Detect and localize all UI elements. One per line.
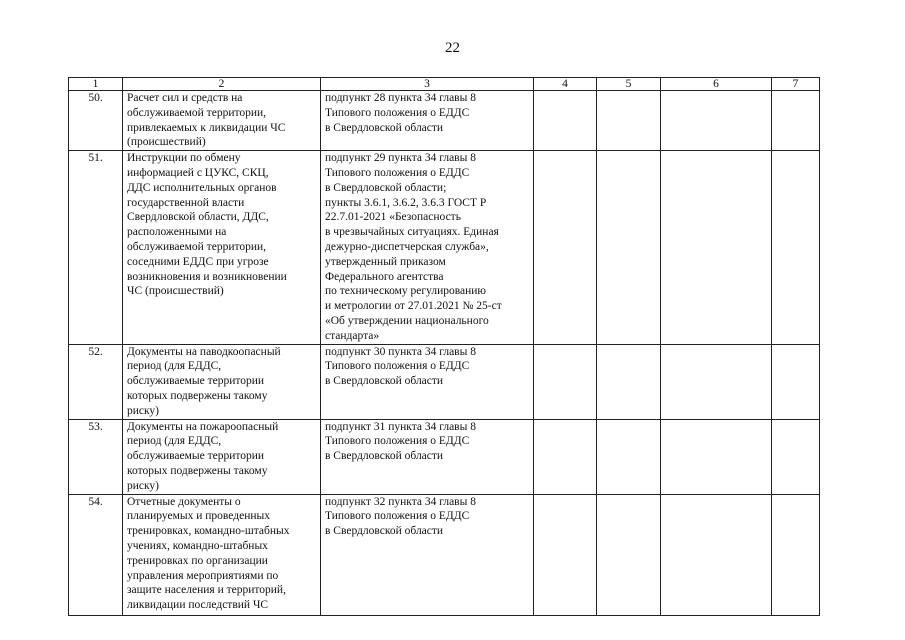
empty-cell-7 xyxy=(772,151,820,344)
document-name: Документы на пожароопасный период (для ЕДДС, обслуживаемые территории которых подвержены такому риску) xyxy=(127,420,279,492)
table-row xyxy=(69,151,820,344)
row-number: 54. xyxy=(69,494,123,615)
empty-cell-5 xyxy=(597,91,661,151)
empty-cell-4 xyxy=(534,151,597,344)
document-name-cell xyxy=(123,91,321,151)
row-number: 50. xyxy=(69,91,123,151)
empty-cell-4 xyxy=(534,344,597,419)
empty-cell-5 xyxy=(597,494,661,615)
empty-cell-6 xyxy=(661,151,772,344)
empty-cell-7 xyxy=(772,91,820,151)
header-col-1: 1 xyxy=(69,78,123,91)
table-row xyxy=(69,494,820,615)
document-name-cell xyxy=(123,151,321,344)
empty-cell-5 xyxy=(597,344,661,419)
requirements-table xyxy=(68,77,820,616)
header-col-4: 4 xyxy=(534,78,597,91)
empty-cell-7 xyxy=(772,344,820,419)
document-name-cell xyxy=(123,344,321,419)
basis-cell xyxy=(321,151,534,344)
page-number: 22 xyxy=(445,40,460,56)
table-row xyxy=(69,91,820,151)
header-row xyxy=(69,78,820,91)
empty-cell-6 xyxy=(661,344,772,419)
basis-cell xyxy=(321,494,534,615)
document-name: Отчетные документы о планируемых и проведенных тренировках, командно-штабных учениях, командно-штабных тренировках по организации управления мероприятиями по защите населения и территорий, ликвидации последствий ЧС xyxy=(127,495,290,612)
empty-cell-7 xyxy=(772,494,820,615)
empty-cell-7 xyxy=(772,419,820,494)
header-col-6: 6 xyxy=(661,78,772,91)
document-name: Инструкции по обмену информацией с ЦУКС, СКЦ, ДДС исполнительных органов государственной власти Свердловской области, ДДС, расположенными на обслуживаемой территории, соседними ЕДДС при угрозе возникновения и возникновении ЧС (происшествий) xyxy=(127,152,287,298)
document-name-cell xyxy=(123,494,321,615)
basis-text: подпункт 29 пункта 34 главы 8 Типового положения о ЕДДС в Свердловской области; пункты 3.6.1, 3.6.2, 3.6.3 ГОСТ Р 22.7.01-2021 «Безопасность в чрезвычайных ситуациях. Единая дежурно-диспетчерская служба», утвержденный приказом Федерального агентства по техническому регулированию и метрологии от 27.01.2021 № 25-ст «Об утверждении национального стандарта» xyxy=(325,152,502,342)
basis-cell xyxy=(321,344,534,419)
empty-cell-5 xyxy=(597,151,661,344)
empty-cell-4 xyxy=(534,494,597,615)
basis-cell xyxy=(321,91,534,151)
table-row xyxy=(69,419,820,494)
header-col-3: 3 xyxy=(321,78,534,91)
row-number: 53. xyxy=(69,419,123,494)
document-name: Расчет сил и средств на обслуживаемой территории, привлекаемых к ликвидации ЧС (происшествий) xyxy=(127,92,286,149)
empty-cell-4 xyxy=(534,419,597,494)
basis-text: подпункт 31 пункта 34 главы 8 Типового положения о ЕДДС в Свердловской области xyxy=(325,420,476,463)
empty-cell-5 xyxy=(597,419,661,494)
basis-text: подпункт 32 пункта 34 главы 8 Типового положения о ЕДДС в Свердловской области xyxy=(325,495,476,538)
table-row xyxy=(69,344,820,419)
header-col-7: 7 xyxy=(772,78,820,91)
row-number: 52. xyxy=(69,344,123,419)
empty-cell-4 xyxy=(534,91,597,151)
basis-text: подпункт 30 пункта 34 главы 8 Типового положения о ЕДДС в Свердловской области xyxy=(325,345,476,388)
row-number: 51. xyxy=(69,151,123,344)
header-col-2: 2 xyxy=(123,78,321,91)
document-name: Документы на паводкоопасный период (для ЕДДС, обслуживаемые территории которых подвержены такому риску) xyxy=(127,345,281,417)
empty-cell-6 xyxy=(661,91,772,151)
empty-cell-6 xyxy=(661,494,772,615)
empty-cell-6 xyxy=(661,419,772,494)
document-name-cell xyxy=(123,419,321,494)
basis-cell xyxy=(321,419,534,494)
header-col-5: 5 xyxy=(597,78,661,91)
basis-text: подпункт 28 пункта 34 главы 8 Типового положения о ЕДДС в Свердловской области xyxy=(325,92,476,134)
